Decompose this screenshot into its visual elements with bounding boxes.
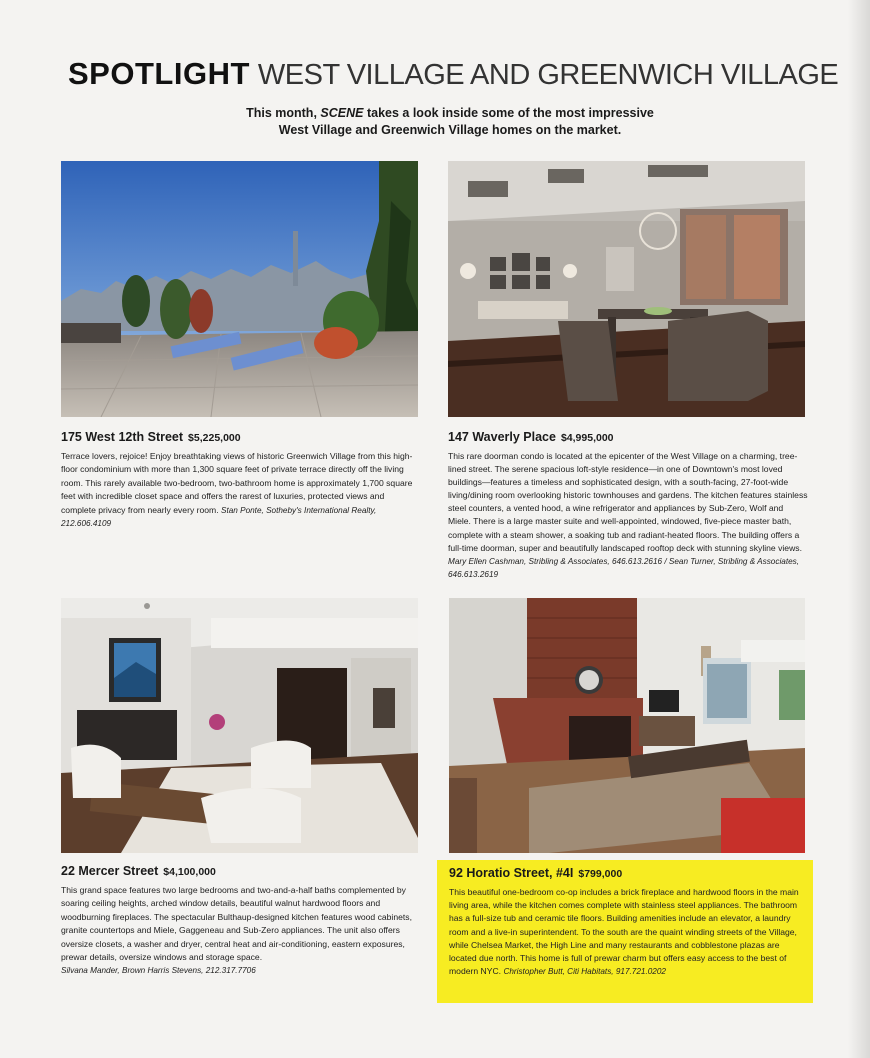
photo-rooftop-terrace	[61, 161, 418, 417]
horatio-fireplace-image	[449, 598, 805, 853]
magazine-name: SCENE	[320, 106, 364, 120]
listing-description	[449, 886, 805, 978]
listing-address: 147 Waverly Place	[448, 430, 556, 444]
listing-address: 22 Mercer Street	[61, 864, 159, 878]
page-edge-shadow	[848, 0, 870, 1058]
listing-price: $4,995,000	[560, 432, 614, 444]
listing-credit: Silvana Mander, Brown Harris Stevens, 212.317.7706	[61, 966, 256, 976]
listing-description	[448, 450, 808, 581]
listing-175-west-12th	[61, 430, 418, 530]
listing-body: This grand space features two large bedrooms and two-and-a-half baths complemented by soaring ceiling heights, arched window details, beautiful walnut hardwood floors and woodburning fireplaces. The spectacular Bulthaup-designed kitchen features wood cabinets, granite countertops and Miele, Gaggeneau and Sub-Zero appliances. The unit also offers oversize closets, a washer and dryer, central heat and air-conditioning, eastern exposures, prewar details, oversize windows and storage space.	[61, 885, 412, 963]
listing-credit: Stan Ponte, Sotheby's International Realty, 212.606.4109	[61, 505, 377, 529]
mercer-living-room-image	[61, 598, 418, 853]
photo-horatio-fireplace	[449, 598, 805, 853]
listing-description	[61, 450, 418, 530]
listing-title	[448, 430, 808, 444]
photo-loft-dining	[448, 161, 805, 417]
listing-price: $799,000	[578, 868, 623, 880]
listing-price: $4,100,000	[163, 866, 216, 878]
listing-body: Terrace lovers, rejoice! Enjoy breathtaking views of historic Greenwich Village from this high-floor condominium with more than 1,300 square feet of private terrace directly off the living room. This rarely available two-bedroom, two-bathroom home is approximately 1,700 square feet with incredible closet space and offers the rarest of luxuries, protected views and complete privacy from nearly every room.	[61, 451, 413, 515]
listing-credit: Christopher Butt, Citi Habitats, 917.721.0202	[503, 967, 666, 977]
listing-description	[61, 884, 413, 978]
intro-text	[200, 105, 700, 139]
intro-line2: West Village and Greenwich Village homes on the market.	[278, 123, 622, 137]
photo-mercer-living-room	[61, 598, 418, 853]
intro-after: takes a look inside some of the most impressive	[366, 106, 654, 120]
headline-subtitle: WEST VILLAGE AND GREENWICH VILLAGE	[257, 59, 839, 91]
listing-body: This rare doorman condo is located at the epicenter of the West Village on a charming, tree-lined street. The serene spacious loft-style residence—in one of Downtown's most loved buildings—features a timeless and sophisticated design, with a south-facing, 27-foot-wide living/dining room overlooking historic townhouses and gardens. The kitchen features stainless steel counters, a vented hood, a wine refrigerator and appliances by Sub-Zero, Wolf and Miele. There is a large master suite and well-appointed, windowed, five-piece master bath, complete with a steam shower, a soaking tub and radiant-heated floors. The building offers a full-time doorman, super and beautifully landscaped rooftop deck with stunning skyline views.	[448, 451, 808, 553]
listing-address: 175 West 12th Street	[61, 430, 184, 444]
spotlight-label: SPOTLIGHT	[68, 56, 250, 91]
rooftop-terrace-image	[61, 161, 418, 417]
listing-22-mercer	[61, 864, 413, 978]
listing-title	[61, 864, 413, 878]
loft-dining-image	[448, 161, 805, 417]
listing-title	[61, 430, 418, 444]
listing-credit: Mary Ellen Cashman, Stribling & Associates, 646.613.2616 / Sean Turner, Stribling & Associates, 646.613.2619	[448, 556, 800, 579]
listing-92-horatio	[437, 860, 813, 1003]
listing-147-waverly	[448, 430, 808, 581]
listing-price: $5,225,000	[188, 432, 241, 444]
page-headline	[68, 56, 839, 98]
listing-body: This beautiful one-bedroom co-op includes a brick fireplace and hardwood floors in the main living area, while the kitchen comes complete with stainless steel appliances. The bathroom has a full-size tub and ceramic tile floors. Building amenities include an elevator, a laundry room and a live-in superintendent. To the south are the quaint winding streets of the Village, while Chelsea Market, the High Line and many restaurants and cobblestone plazas are located due north. This home is full of prewar charm but offers easy access to the best of modern NYC.	[449, 887, 799, 977]
listing-title	[449, 866, 805, 880]
intro-before: This month,	[246, 106, 317, 120]
listing-address: 92 Horatio Street, #4I	[449, 866, 574, 880]
